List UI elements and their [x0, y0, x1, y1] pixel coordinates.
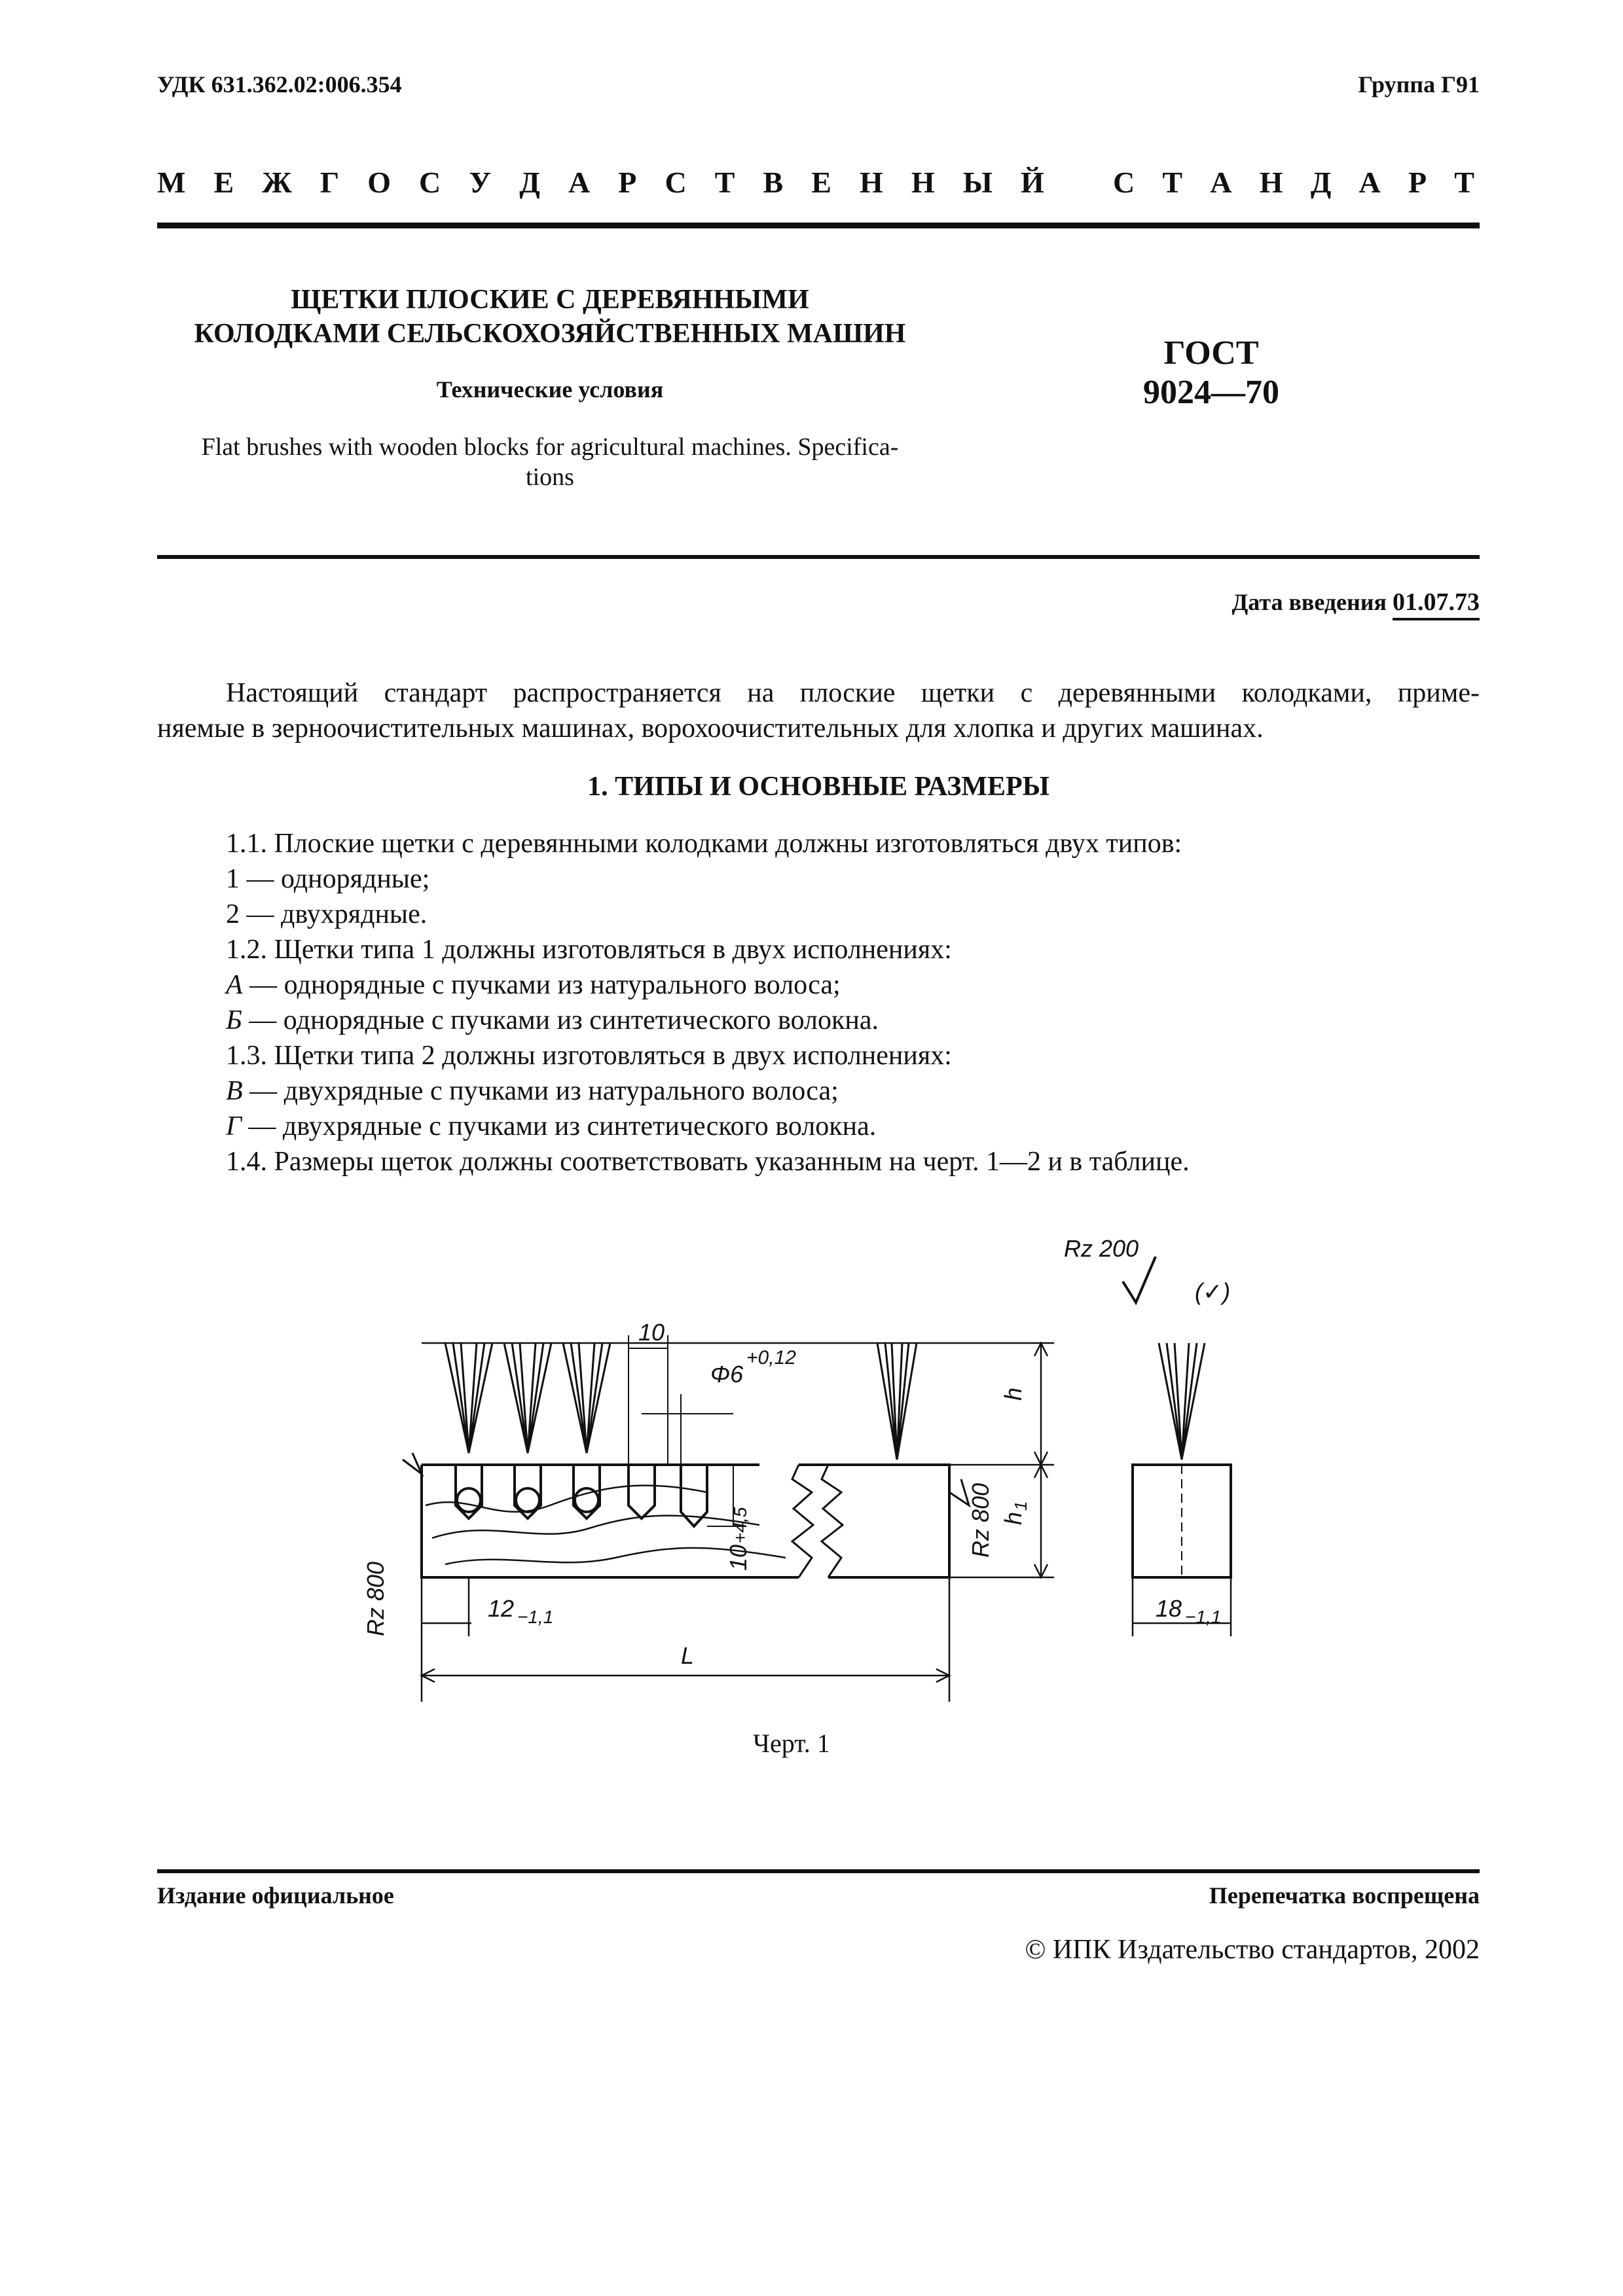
section-item [226, 828, 1182, 859]
drawing-caption: Черт. 1 [753, 1729, 830, 1758]
banner-letter: А [1210, 166, 1232, 199]
group-code: Группа Г91 [1358, 71, 1480, 98]
section-item [226, 934, 952, 965]
item-text: — однорядные с пучками из синтетического волокна. [242, 1005, 879, 1035]
section-item [226, 969, 841, 1001]
intro-date-value: 01.07.73 [1393, 588, 1480, 620]
banner-letter: Т [1162, 166, 1183, 199]
tuft-4 [877, 1343, 917, 1460]
intro-date [1232, 588, 1480, 620]
banner-letter: Т [714, 166, 735, 199]
dim-phi6-lines [642, 1394, 733, 1465]
break-line-1 [792, 1465, 813, 1577]
section-item [226, 863, 429, 895]
dim-L-label: L [681, 1642, 695, 1669]
tuft-knot-2 [516, 1488, 539, 1512]
dim-18-label: 18 [1156, 1595, 1182, 1622]
item-text: — однорядные с пучками из натурального волоса; [242, 970, 841, 1000]
footer-reprint-prohibited: Перепечатка воспрещена [1209, 1882, 1480, 1909]
dim-12-tol: −1,1 [517, 1607, 554, 1627]
banner-letter: Т [1454, 166, 1474, 199]
banner-letter: Н [860, 166, 883, 199]
item-text: 2 — двухрядные. [226, 899, 428, 929]
variant-letter: А [226, 970, 243, 1000]
banner-letter: Р [618, 166, 637, 199]
banner-letter: В [763, 166, 784, 199]
title-rule [157, 555, 1480, 559]
subtitle: Технические условия [436, 376, 664, 403]
rz800-left-label: Rz 800 [362, 1561, 389, 1636]
dim-depth-tol: +4,5 [730, 1507, 750, 1543]
rz800-left-mark [403, 1453, 422, 1474]
banner-letter: Н [911, 166, 935, 199]
dim-h-label: h [1000, 1387, 1027, 1401]
technical-drawing [340, 1230, 1309, 1702]
dim-phi6-label: Φ6 [710, 1361, 744, 1388]
rz800-right-label: Rz 800 [967, 1482, 994, 1558]
banner-letter: С [665, 166, 687, 199]
section-item [226, 1040, 952, 1071]
tuft-3 [563, 1343, 610, 1453]
top-rule [157, 223, 1480, 228]
variant-letter: В [226, 1076, 243, 1106]
tuft-1 [445, 1343, 492, 1453]
item-text: 1 — однорядные; [226, 864, 430, 894]
item-text: — двухрядные с пучками из натурального волоса; [242, 1076, 839, 1106]
english-title-line-1: Flat brushes with wooden blocks for agricultural machines. Specifica- [201, 433, 899, 461]
tuft-2 [504, 1343, 551, 1453]
udc-code: УДК 631.362.02:006.354 [157, 71, 402, 98]
item-text: 1.1. Плоские щетки с деревянными колодками должны изготовляться двух типов: [226, 829, 1182, 859]
title-line-1: ЩЕТКИ ПЛОСКИЕ С ДЕРЕВЯННЫМИ [291, 285, 809, 315]
title-line-2: КОЛОДКАМИ СЕЛЬСКОХОЗЯЙСТВЕННЫХ МАШИН [194, 319, 906, 349]
item-text: 1.2. Щетки типа 1 должны изготовляться в двух исполнениях: [226, 935, 952, 965]
banner-letter: Е [213, 166, 234, 199]
variant-letter: Г [226, 1111, 242, 1141]
side-view-tuft [1159, 1343, 1205, 1460]
banner-letter: А [568, 166, 591, 199]
item-text: — двухрядные с пучками из синтетического волокна. [241, 1111, 877, 1141]
intro-paragraph [157, 675, 1480, 746]
banner-letter: С [419, 166, 441, 199]
title-block [157, 283, 943, 351]
section-item [226, 899, 427, 930]
banner-letter: О [367, 166, 391, 199]
intro-line-1: Настоящий стандарт распространяется на плоские щетки с деревянными колодками, приме- [226, 678, 1480, 708]
section-item [226, 1146, 1190, 1177]
banner-letter: Г [319, 166, 340, 199]
intro-line-2: няемые в зерноочистительных машинах, ворохоочистительных для хлопка и других машинах. [157, 713, 1264, 744]
variant-letter: Б [226, 1005, 242, 1035]
break-line-2 [822, 1465, 843, 1577]
gost-number: 9024—70 [1143, 374, 1279, 411]
banner-letter: Е [811, 166, 831, 199]
gost-block [1113, 334, 1309, 412]
banner-letter: Н [1259, 166, 1283, 199]
dim-phi6-tol: +0,12 [746, 1347, 796, 1369]
banner-letter: Й [1021, 166, 1044, 199]
banner-letter: Р [1408, 166, 1427, 199]
banner-letter: У [469, 166, 492, 199]
section-item [226, 1111, 876, 1142]
section-heading: 1. ТИПЫ И ОСНОВНЫЕ РАЗМЕРЫ [587, 772, 1049, 802]
dim-10-label: 10 [638, 1319, 665, 1346]
intro-date-label: Дата введения [1231, 589, 1387, 615]
roughness-paren: (✓) [1195, 1278, 1231, 1305]
dim-12-label: 12 [488, 1595, 515, 1622]
banner-letter: А [1359, 166, 1381, 199]
dim-18-tol: −1,1 [1185, 1607, 1222, 1627]
banner-letter: Ж [262, 166, 292, 199]
footer-rule [157, 1869, 1480, 1873]
roughness-check-mark [1123, 1257, 1156, 1302]
english-title-line-2: tions [526, 463, 574, 491]
dim-10-lines [629, 1335, 668, 1465]
rz800-right-mark [949, 1479, 969, 1505]
banner-interstate [157, 165, 1044, 200]
hole-4-empty [629, 1465, 655, 1518]
banner-standard [1113, 165, 1474, 200]
english-title [157, 432, 943, 492]
banner-letter: Д [519, 166, 540, 199]
tuft-knot-1 [457, 1488, 481, 1512]
section-item [226, 1005, 879, 1036]
roughness-rz200: Rz 200 [1064, 1235, 1139, 1262]
dim-depth-label: 10 [725, 1544, 752, 1571]
footer-copyright: © ИПК Издательство стандартов, 2002 [1025, 1935, 1480, 1965]
block-outline-right [799, 1465, 949, 1577]
banner-letter: М [157, 166, 186, 199]
banner-letter: Ы [962, 166, 993, 199]
banner-letter: С [1113, 166, 1135, 199]
item-text: 1.3. Щетки типа 2 должны изготовляться в двух исполнениях: [226, 1041, 952, 1071]
dim-h1-sub: 1 [1011, 1501, 1030, 1511]
tuft-knot-3 [575, 1488, 598, 1512]
gost-label: ГОСТ [1163, 334, 1259, 372]
item-text: 1.4. Размеры щеток должны соответствовать указанным на черт. 1—2 и в таблице. [226, 1147, 1190, 1177]
banner-letter: Д [1310, 166, 1332, 199]
dim-h1-label: h [1000, 1511, 1027, 1525]
section-item [226, 1075, 839, 1107]
footer-official-edition: Издание официальное [157, 1882, 394, 1909]
